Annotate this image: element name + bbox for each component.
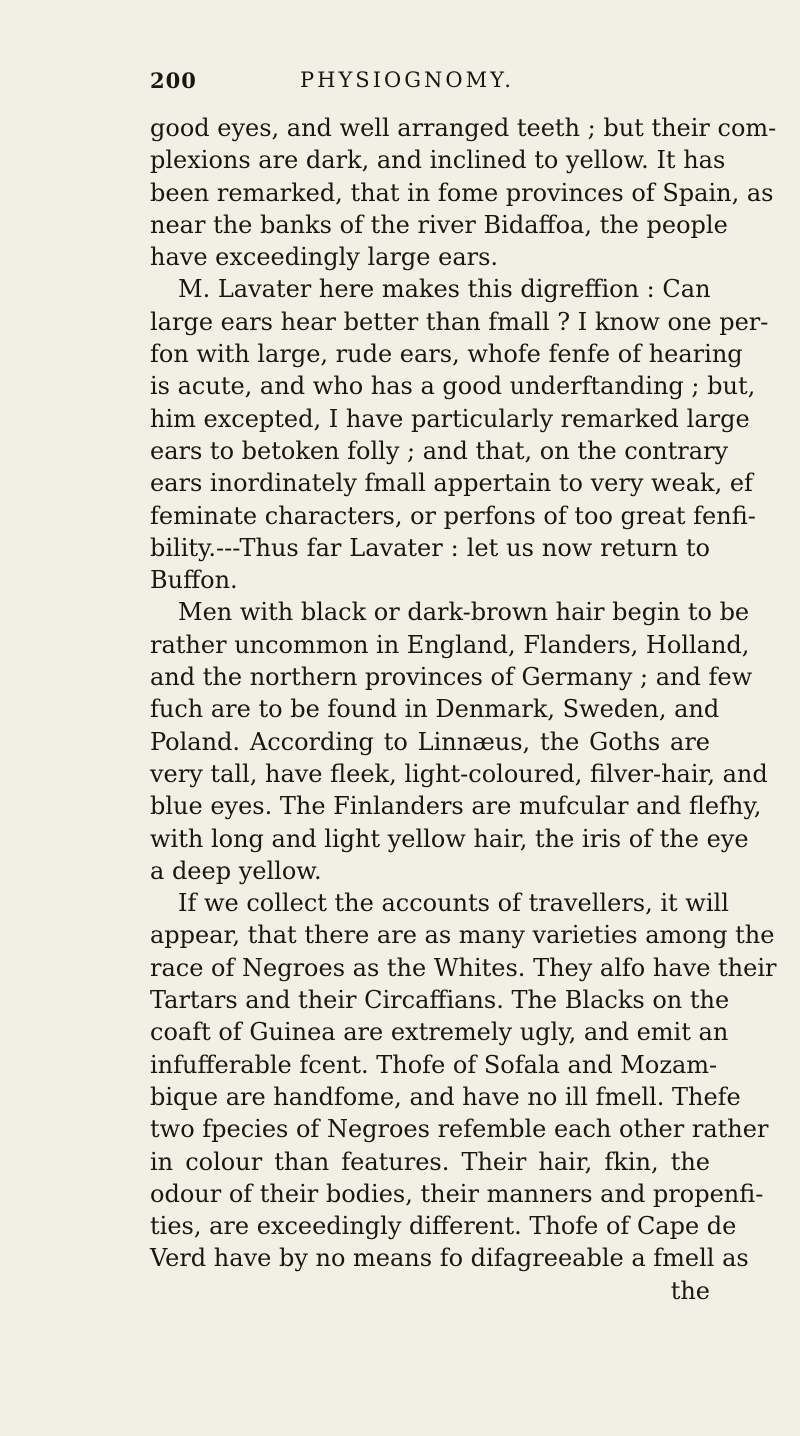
- text-line: and the northern provinces of Germany ; and few: [150, 663, 753, 692]
- text-line: infufferable fcent. Thofe of Sofala and Mozam-: [150, 1050, 718, 1079]
- text-line: bility.---Thus far Lavater : let us now return to: [150, 533, 710, 562]
- page-number: 200: [150, 68, 197, 93]
- text-line: him excepted, I have particularly remarked large: [150, 404, 750, 433]
- text-line: race of Negroes as the Whites. They alfo have their: [150, 953, 777, 982]
- page-header: [150, 68, 710, 98]
- text-line: is acute, and who has a good underftanding ; but,: [150, 372, 756, 401]
- text-line: fuch are to be found in Denmark, Sweden, and: [150, 695, 720, 724]
- text-line: with long and light yellow hair, the iris of the eye: [150, 824, 749, 853]
- text-line: ears inordinately fmall appertain to very weak, ef: [150, 469, 753, 498]
- text-line: feminate characters, or perfons of too great fenfi-: [150, 501, 756, 530]
- text-line: blue eyes. The Finlanders are mufcular and flefhy,: [150, 792, 762, 821]
- text-line: coaft of Guinea are extremely ugly, and emit an: [150, 1018, 729, 1047]
- text-line: in colour than features. Their hair, fkin, the: [150, 1147, 710, 1176]
- text-line: two fpecies of Negroes refemble each other rather: [150, 1115, 769, 1144]
- text-line: M. Lavater here makes this digreffion : Can: [178, 275, 711, 304]
- text-line: large ears hear better than fmall ? I know one per-: [150, 307, 769, 336]
- text-line: plexions are dark, and inclined to yellow. It has: [150, 146, 726, 175]
- text-line: Verd have by no means fo difagreeable a fmell as: [150, 1244, 749, 1273]
- text-line: ears to betoken folly ; and that, on the contrary: [150, 436, 729, 465]
- text-line: have exceedingly large ears.: [150, 243, 499, 272]
- text-line: appear, that there are as many varieties among the: [150, 921, 775, 950]
- running-head: PHYSIOGNOMY.: [300, 68, 514, 92]
- text-line: bique are handfome, and have no ill fmell. Thefe: [150, 1082, 741, 1111]
- text-line: a deep yellow.: [150, 856, 322, 885]
- text-line: near the banks of the river Bidaffoa, the people: [150, 210, 728, 239]
- text-line: Poland. According to Linnæus, the Goths are: [150, 727, 710, 756]
- text-line: If we collect the accounts of travellers, it will: [178, 889, 729, 918]
- text-line: Men with black or dark-brown hair begin to be: [178, 598, 750, 627]
- text-line: good eyes, and well arranged teeth ; but their com-: [150, 114, 777, 142]
- text-line: Tartars and their Circaffians. The Blacks on the: [150, 986, 730, 1015]
- text-line: been remarked, that in fome provinces of Spain, as: [150, 178, 774, 207]
- text-line: fon with large, rude ears, whofe fenfe of hearing: [150, 340, 743, 369]
- text-line: ties, are exceedingly different. Thofe of Cape de: [150, 1212, 737, 1241]
- text-line: Buffon.: [150, 566, 238, 595]
- text-line: rather uncommon in England, Flanders, Holland,: [150, 630, 750, 659]
- body-text: [150, 112, 777, 1307]
- text-line: very tall, have fleek, light-coloured, filver-hair, and: [150, 759, 768, 788]
- text-line: odour of their bodies, their manners and propenfi-: [150, 1179, 764, 1208]
- catchword: the: [670, 1276, 710, 1305]
